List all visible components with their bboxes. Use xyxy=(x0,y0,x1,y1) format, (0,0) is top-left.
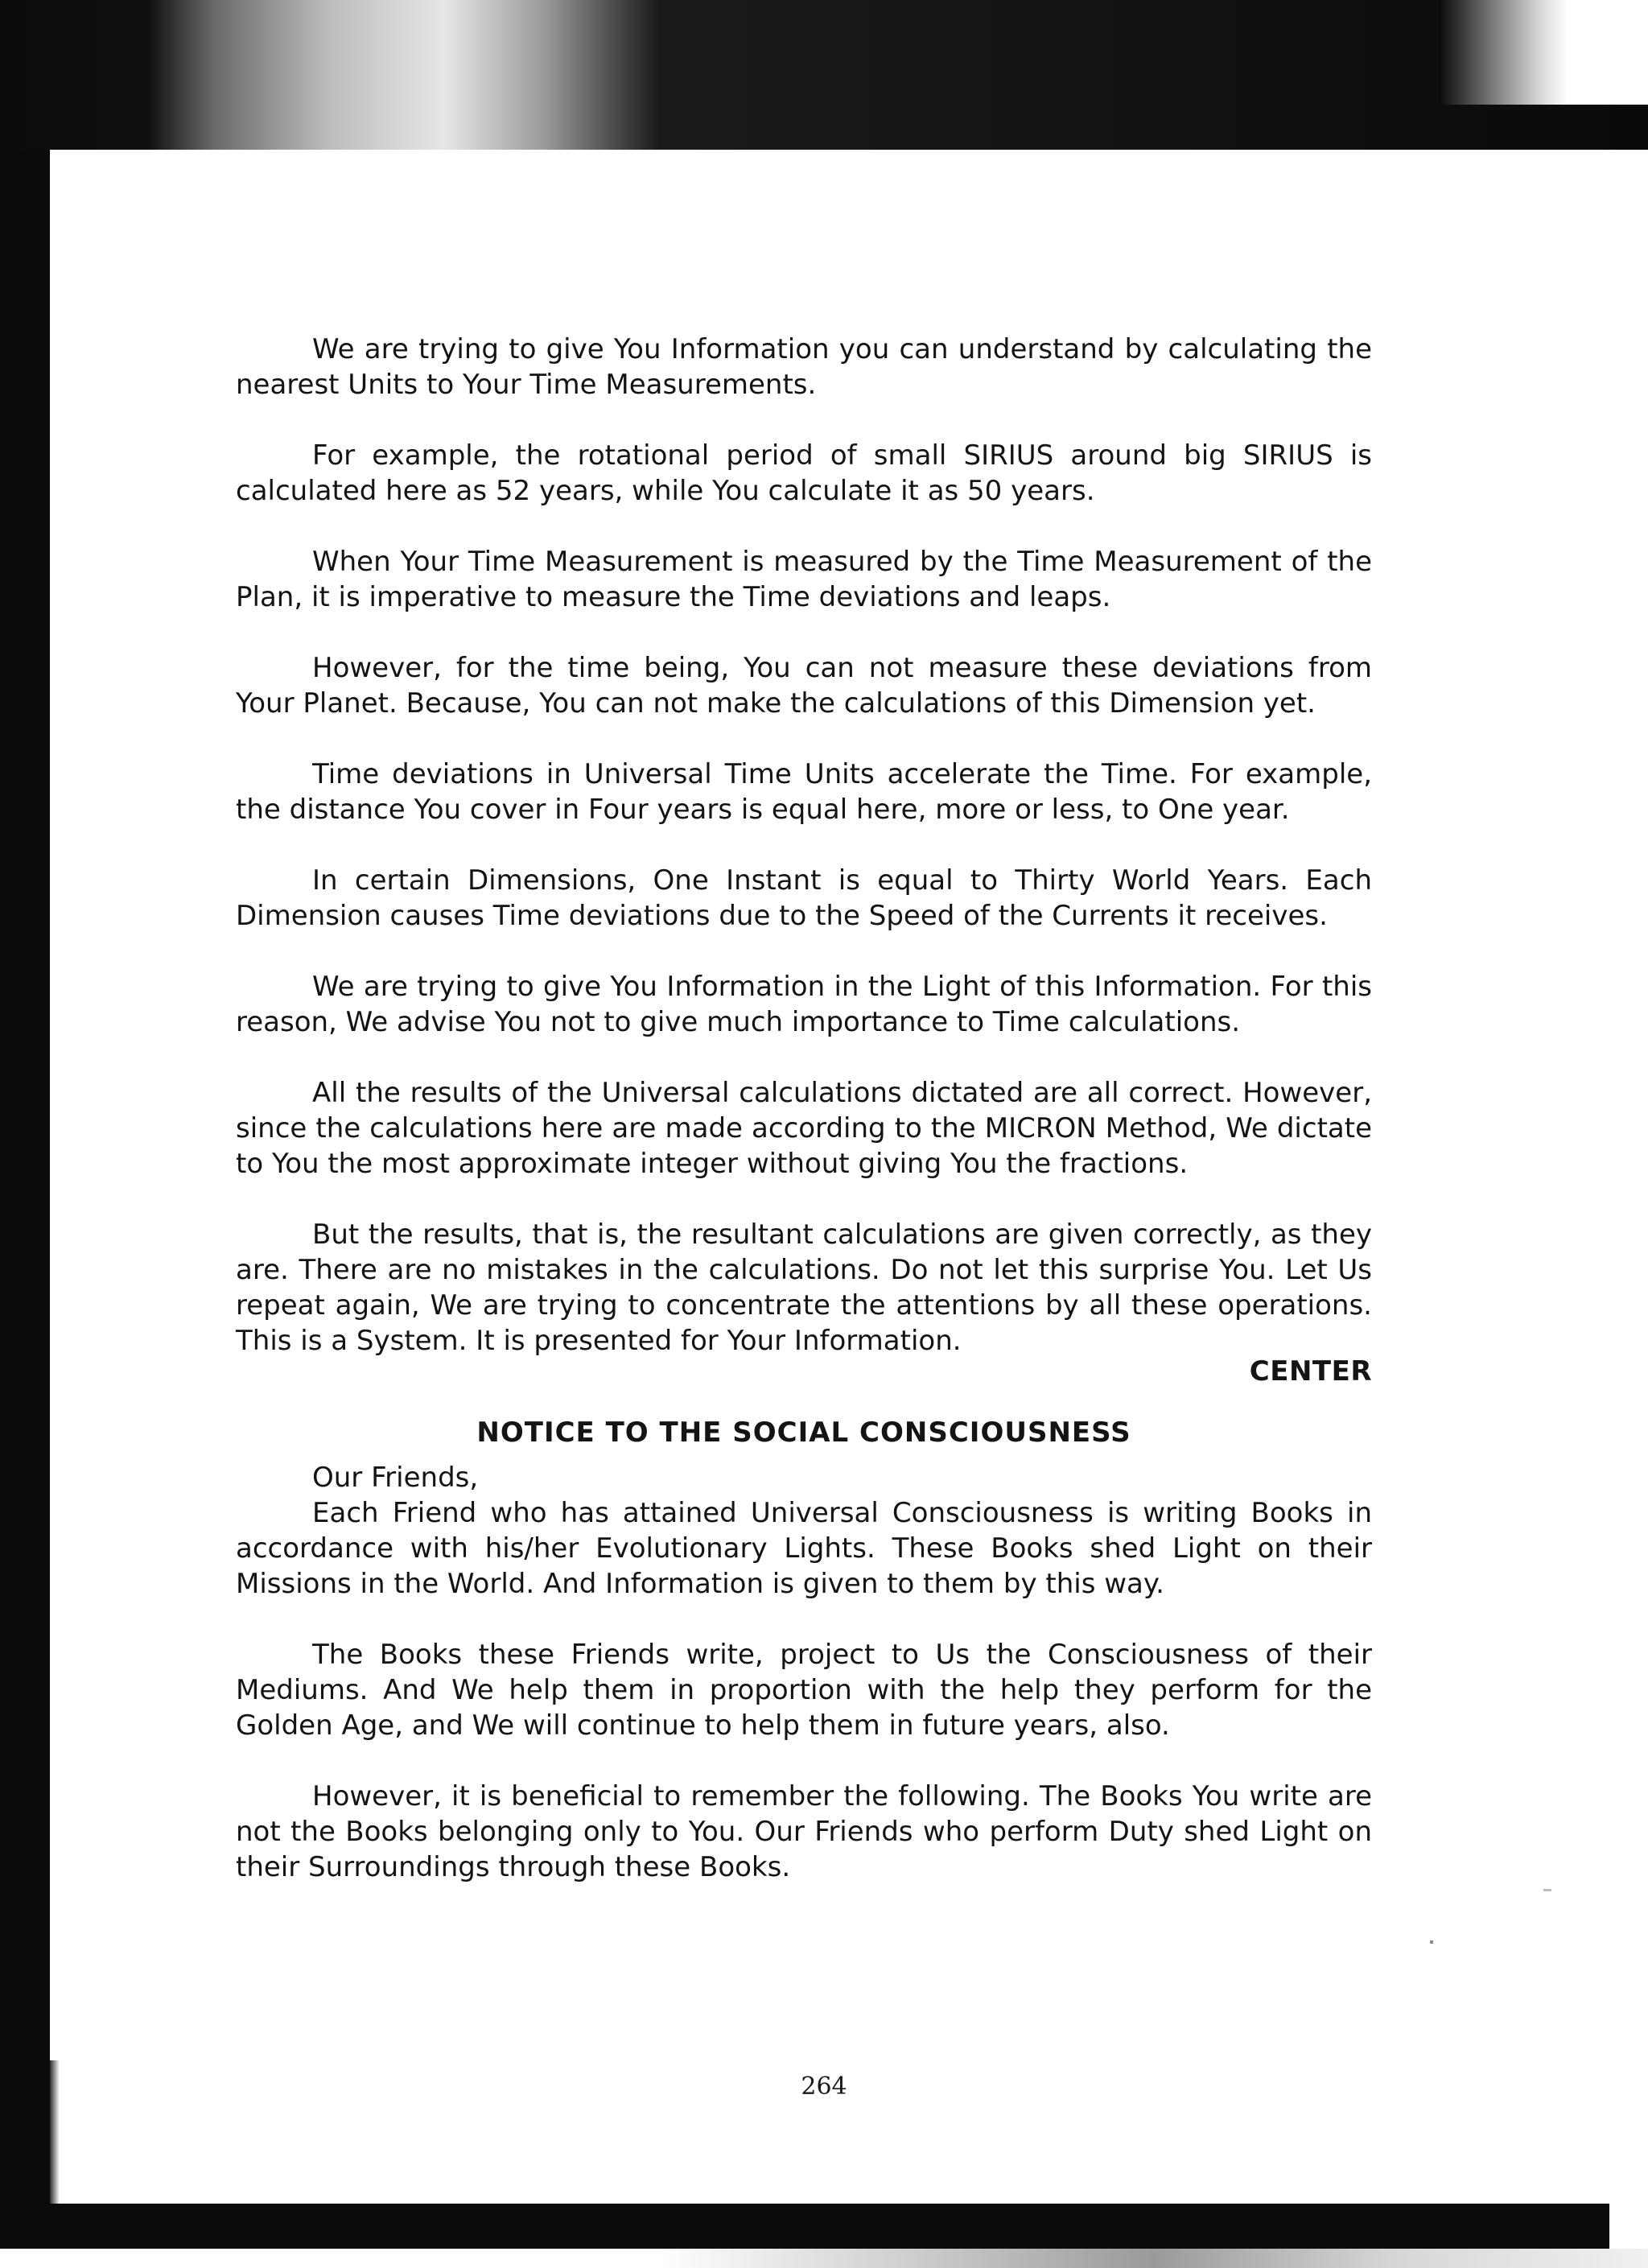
section-heading: NOTICE TO THE SOCIAL CONSCIOUSNESS xyxy=(476,1416,1131,1449)
scan-border-top-right xyxy=(1439,0,1648,105)
paragraph: We are trying to give You Information in the Light of this Information. For this reason, We advise You not to give much importance to Time calculations. xyxy=(236,971,1372,1038)
scan-border-bottom-strip xyxy=(0,2249,1648,2268)
scan-speck xyxy=(1430,1940,1433,1944)
paragraph: We are trying to give You Information you can understand by calculating the nearest Units to Your Time Measurements. xyxy=(236,333,1372,401)
scan-speck xyxy=(1543,1889,1551,1891)
paragraph: When Your Time Measurement is measured by the Time Measurement of the Plan, it is imperative to measure the Time deviations and leaps. xyxy=(236,546,1372,613)
paragraph: However, for the time being, You can not measure these deviations from Your Planet. Because, You can not make the calculations of this Dimension yet. xyxy=(236,652,1372,720)
scan-border-bottom xyxy=(0,2204,1609,2249)
paragraph: For example, the rotational period of small SIRIUS around big SIRIUS is calculated here as 52 years, while You calculate it as 50 years. xyxy=(236,439,1372,507)
paragraph: But the results, that is, the resultant calculations are given correctly, as they are. There are no mistakes in the calculations. Do not let this surprise You. Let Us repeat again, We are trying to concentrate the attentions by all these operations. This is a System. It is presented for Your Information. xyxy=(236,1219,1372,1357)
page-body xyxy=(236,332,1372,1920)
paragraph: However, it is beneficial to remember the following. The Books You write are not the Books belonging only to You. Our Friends who perform Duty shed Light on their Surroundings through these Books. xyxy=(236,1780,1372,1883)
paragraph: Each Friend who has attained Universal Consciousness is writing Books in accordance with his/her Evolutionary Lights. These Books shed Light on their Missions in the World. And Information is given to them by this way. xyxy=(236,1497,1372,1600)
paragraph: All the results of the Universal calculations dictated are all correct. However, since the calculations here are made according to the MICRON Method, We dictate to You the most approximate integer without giving You the fractions. xyxy=(236,1077,1372,1180)
page-number: 264 xyxy=(801,2072,847,2101)
paragraph: The Books these Friends write, project to Us the Consciousness of their Mediums. And We help them in proportion with the help they perform for the Golden Age, and We will continue to help them in future years, also. xyxy=(236,1639,1372,1742)
scan-border-top xyxy=(0,0,1648,150)
signature: CENTER xyxy=(1249,1355,1372,1388)
paragraph: Time deviations in Universal Time Units accelerate the Time. For example, the distance You cover in Four years is equal here, more or less, to One year. xyxy=(236,758,1372,826)
scan-border-left xyxy=(0,150,50,2218)
paragraph: In certain Dimensions, One Instant is equal to Thirty World Years. Each Dimension causes Time deviations due to the Speed of the Currents it receives. xyxy=(236,864,1372,932)
salutation: Our Friends, xyxy=(312,1462,479,1494)
